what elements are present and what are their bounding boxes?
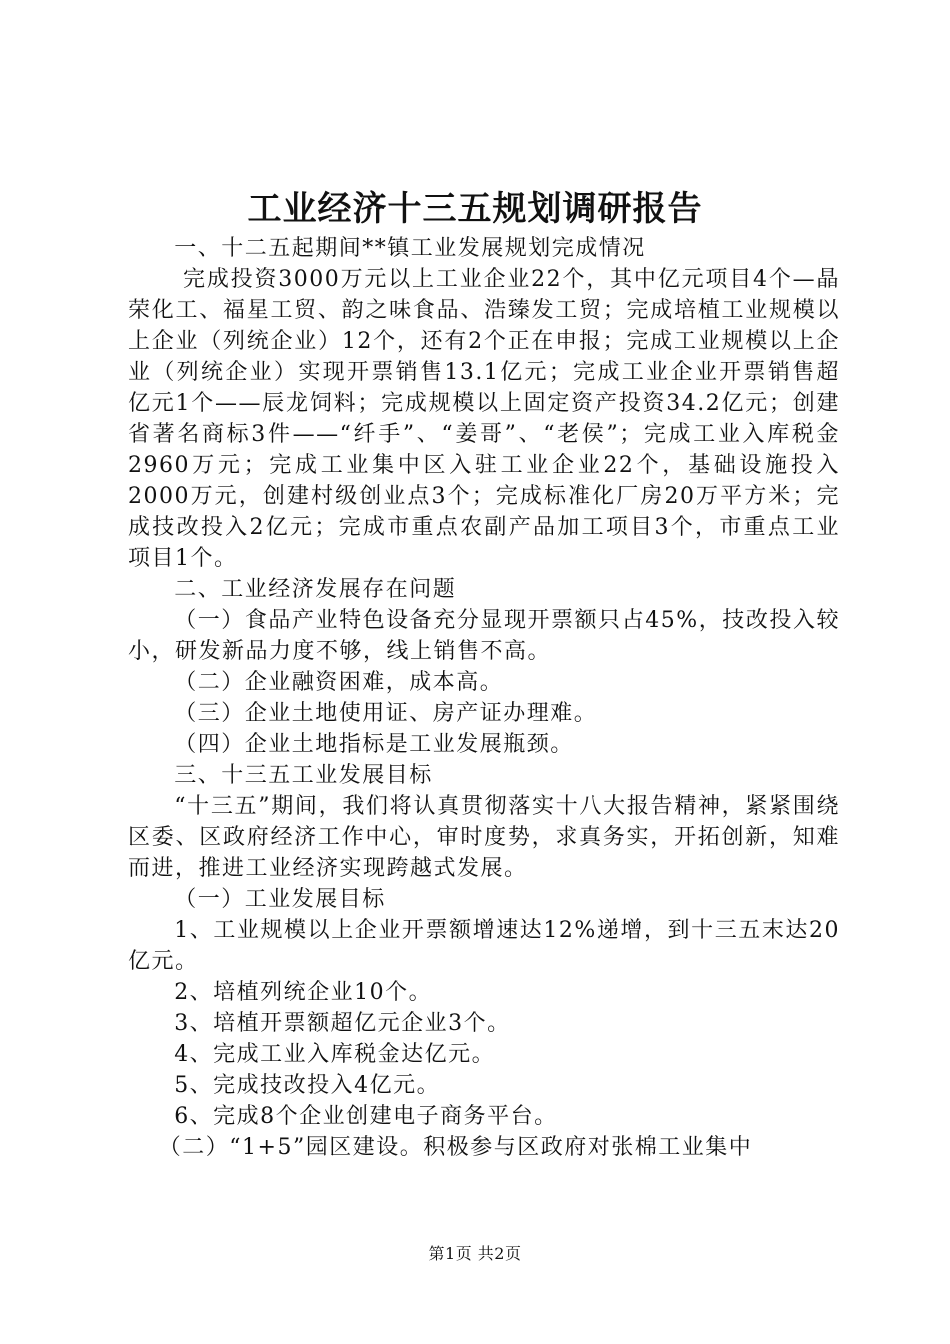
document-body xyxy=(128,233,840,1163)
list-item: 6、完成8个企业创建电子商务平台。 xyxy=(174,1104,558,1129)
body-paragraph: “十三五”期间，我们将认真贯彻落实十八大报告精神，紧紧围绕区委、区政府经济工作中心，审时度势，求真务实，开拓创新，知难而进，推进工业经济实现跨越式发展。 xyxy=(128,794,840,881)
body-paragraph: （二）企业融资困难，成本高。 xyxy=(174,670,504,695)
list-item: 3、培植开票额超亿元企业3个。 xyxy=(174,1011,511,1036)
document-title: 工业经济十三五规划调研报告 xyxy=(247,189,703,229)
list-item: 5、完成技改投入4亿元。 xyxy=(174,1073,441,1098)
body-paragraph: （一）食品产业特色设备充分显现开票额只占45%，技改投入较小，研发新品力度不够，线上销售不高。 xyxy=(128,608,840,664)
section-heading: 二、工业经济发展存在问题 xyxy=(174,577,457,602)
body-paragraph: （四）企业土地指标是工业发展瓶颈。 xyxy=(174,732,574,757)
section-heading: 三、十三五工业发展目标 xyxy=(174,763,433,788)
section-heading: 一、十二五起期间**镇工业发展规划完成情况 xyxy=(174,236,646,261)
body-paragraph: （二）“1+5”园区建设。积极参与区政府对张棉工业集中 xyxy=(158,1135,753,1160)
body-paragraph: 完成投资3000万元以上工业企业22个，其中亿元项目4个—晶荣化工、福星工贸、韵之味食品、浩臻发工贸；完成培植工业规模以上企业（列统企业）12个，还有2个正在申报；完成工业规模以上企业（列统企业）实现开票销售13.1亿元；完成工业企业开票销售超亿元1个——辰龙饲料；完成规模以上固定资产投资34.2亿元；创建省著名商标3件——“纤手”、“姜哥”、“老侯”；完成工业入库税金2960万元；完成工业集中区入驻工业企业22个，基础设施投入2000万元，创建村级创业点3个；完成标准化厂房20万平方米；完成技改投入2亿元；完成市重点农副产品加工项目3个，市重点工业项目1个。 xyxy=(128,267,840,571)
list-item: 2、培植列统企业10个。 xyxy=(174,980,433,1005)
list-item: 4、完成工业入库税金达亿元。 xyxy=(174,1042,496,1067)
body-paragraph: （三）企业土地使用证、房产证办理难。 xyxy=(174,701,598,726)
page-footer: 第1页 共2页 xyxy=(428,1244,522,1263)
list-item: 1、工业规模以上企业开票额增速达12%递增，到十三五末达20亿元。 xyxy=(128,918,840,974)
subsection-heading: （一）工业发展目标 xyxy=(174,887,386,912)
